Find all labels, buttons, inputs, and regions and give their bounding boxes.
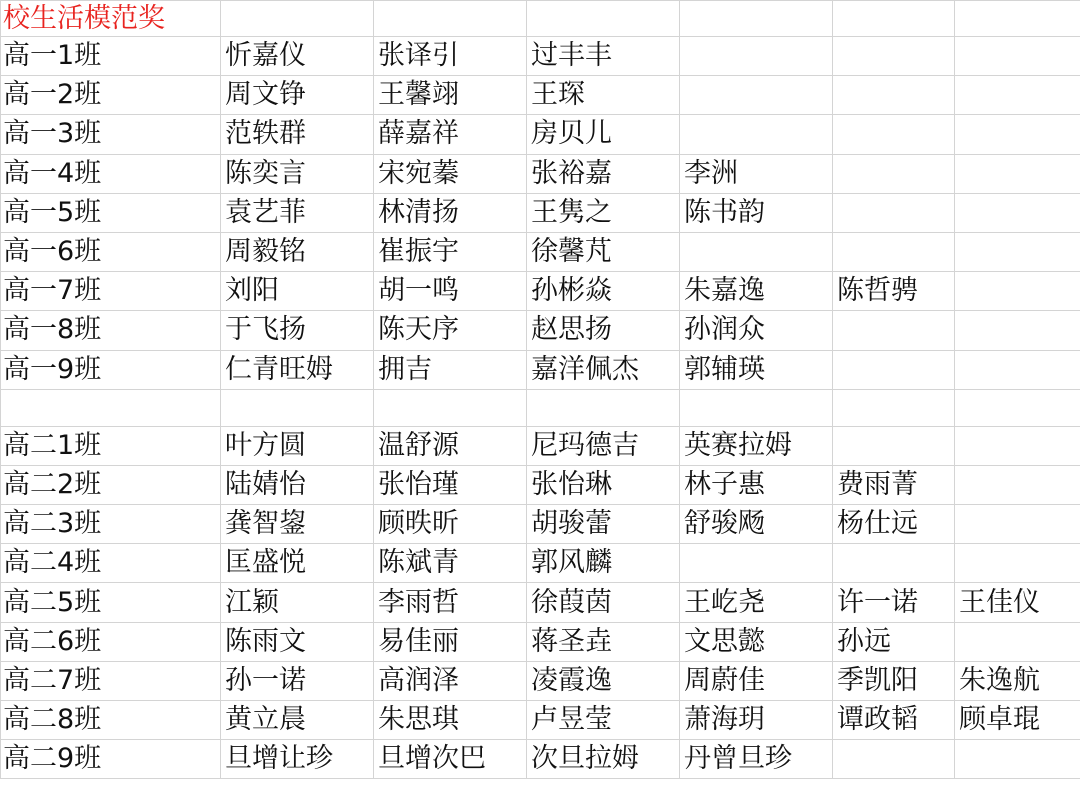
class-cell[interactable]: 高二5班	[1, 583, 221, 622]
student-cell[interactable]: 胡一鸣	[374, 272, 527, 311]
student-cell[interactable]: 旦增次巴	[374, 740, 527, 779]
student-cell[interactable]: 王佳仪	[955, 583, 1080, 622]
class-cell[interactable]: 高二4班	[1, 544, 221, 583]
student-cell[interactable]: 徐葭茵	[527, 583, 680, 622]
student-cell[interactable]: 周毅铭	[221, 232, 374, 271]
student-cell[interactable]	[955, 622, 1080, 661]
student-cell[interactable]	[833, 115, 955, 154]
table-body	[1, 1, 1080, 779]
student-cell[interactable]	[955, 544, 1080, 583]
class-cell[interactable]	[1, 389, 221, 426]
table-row	[1, 701, 1080, 740]
student-cell[interactable]	[955, 311, 1080, 350]
student-cell[interactable]	[955, 154, 1080, 193]
class-cell[interactable]: 高一6班	[1, 232, 221, 271]
blank-row	[1, 389, 1080, 426]
student-cell[interactable]: 袁艺菲	[221, 193, 374, 232]
student-cell[interactable]	[955, 350, 1080, 389]
student-cell[interactable]	[955, 389, 1080, 426]
student-cell[interactable]: 张怡瑾	[374, 465, 527, 504]
table-row	[1, 311, 1080, 350]
student-cell[interactable]	[833, 232, 955, 271]
student-cell[interactable]: 陆婧怡	[221, 465, 374, 504]
student-cell[interactable]: 季凯阳	[833, 661, 955, 700]
student-cell[interactable]: 陈奕言	[221, 154, 374, 193]
student-cell[interactable]: 陈天序	[374, 311, 527, 350]
student-cell[interactable]: 林清扬	[374, 193, 527, 232]
class-cell[interactable]: 高一9班	[1, 350, 221, 389]
student-cell[interactable]: 周文铮	[221, 76, 374, 115]
student-cell[interactable]: 高润泽	[374, 661, 527, 700]
class-cell[interactable]: 高二6班	[1, 622, 221, 661]
student-cell[interactable]: 次旦拉姆	[527, 740, 680, 779]
student-cell[interactable]	[680, 389, 833, 426]
class-cell[interactable]: 高二7班	[1, 661, 221, 700]
student-cell[interactable]	[955, 232, 1080, 271]
class-cell[interactable]: 高一1班	[1, 37, 221, 76]
table-row	[1, 193, 1080, 232]
student-cell[interactable]	[833, 154, 955, 193]
student-cell[interactable]	[374, 389, 527, 426]
student-cell[interactable]	[833, 350, 955, 389]
student-cell[interactable]: 郭辅瑛	[680, 350, 833, 389]
class-cell[interactable]: 高一5班	[1, 193, 221, 232]
table-row	[1, 465, 1080, 504]
student-cell[interactable]	[833, 193, 955, 232]
student-cell[interactable]	[955, 505, 1080, 544]
student-cell[interactable]: 龚智鋆	[221, 505, 374, 544]
table-row	[1, 740, 1080, 779]
table-row	[1, 544, 1080, 583]
student-cell[interactable]: 易佳丽	[374, 622, 527, 661]
table-row	[1, 232, 1080, 271]
student-cell[interactable]: 胡骏蕾	[527, 505, 680, 544]
student-cell[interactable]: 嘉洋佩杰	[527, 350, 680, 389]
cell[interactable]	[833, 1, 955, 37]
student-cell[interactable]: 顾卓琨	[955, 701, 1080, 740]
student-cell[interactable]: 黄立晨	[221, 701, 374, 740]
student-cell[interactable]: 江颖	[221, 583, 374, 622]
cell[interactable]	[374, 1, 527, 37]
student-cell[interactable]: 舒骏飏	[680, 505, 833, 544]
student-cell[interactable]: 王屹尧	[680, 583, 833, 622]
student-cell[interactable]: 薛嘉祥	[374, 115, 527, 154]
student-cell[interactable]: 蒋圣垚	[527, 622, 680, 661]
student-cell[interactable]: 萧海玥	[680, 701, 833, 740]
student-cell[interactable]: 王琛	[527, 76, 680, 115]
student-cell[interactable]: 陈雨文	[221, 622, 374, 661]
class-cell[interactable]: 高一4班	[1, 154, 221, 193]
student-cell[interactable]: 温舒源	[374, 426, 527, 465]
table-row	[1, 622, 1080, 661]
student-cell[interactable]: 张怡琳	[527, 465, 680, 504]
table-row	[1, 661, 1080, 700]
student-cell[interactable]: 叶方圆	[221, 426, 374, 465]
table-row	[1, 272, 1080, 311]
class-cell[interactable]: 高一8班	[1, 311, 221, 350]
table-row	[1, 426, 1080, 465]
student-cell[interactable]: 陈斌青	[374, 544, 527, 583]
student-cell[interactable]	[955, 76, 1080, 115]
student-cell[interactable]	[833, 76, 955, 115]
table-row	[1, 583, 1080, 622]
table-row	[1, 154, 1080, 193]
student-cell[interactable]: 房贝儿	[527, 115, 680, 154]
student-cell[interactable]: 忻嘉仪	[221, 37, 374, 76]
student-cell[interactable]: 凌霞逸	[527, 661, 680, 700]
student-cell[interactable]	[955, 426, 1080, 465]
student-cell[interactable]: 刘阳	[221, 272, 374, 311]
table-row	[1, 115, 1080, 154]
student-cell[interactable]: 朱嘉逸	[680, 272, 833, 311]
cell[interactable]	[955, 1, 1080, 37]
student-cell[interactable]: 孙远	[833, 622, 955, 661]
student-cell[interactable]: 杨仕远	[833, 505, 955, 544]
student-cell[interactable]: 匡盛悦	[221, 544, 374, 583]
student-cell[interactable]: 费雨菁	[833, 465, 955, 504]
table-row	[1, 37, 1080, 76]
student-cell[interactable]	[680, 76, 833, 115]
student-cell[interactable]: 范轶群	[221, 115, 374, 154]
student-cell[interactable]	[833, 544, 955, 583]
cell[interactable]	[527, 1, 680, 37]
student-cell[interactable]: 孙润众	[680, 311, 833, 350]
student-cell[interactable]: 陈哲骋	[833, 272, 955, 311]
class-cell[interactable]: 高二3班	[1, 505, 221, 544]
student-cell[interactable]: 尼玛德吉	[527, 426, 680, 465]
student-cell[interactable]: 顾昳昕	[374, 505, 527, 544]
student-cell[interactable]: 周蔚佳	[680, 661, 833, 700]
student-cell[interactable]: 张译引	[374, 37, 527, 76]
table-row	[1, 76, 1080, 115]
class-cell[interactable]: 高二8班	[1, 701, 221, 740]
student-cell[interactable]: 于飞扬	[221, 311, 374, 350]
student-cell[interactable]: 崔振宇	[374, 232, 527, 271]
student-cell[interactable]: 张裕嘉	[527, 154, 680, 193]
student-cell[interactable]: 旦增让珍	[221, 740, 374, 779]
student-cell[interactable]	[955, 115, 1080, 154]
student-cell[interactable]	[955, 272, 1080, 311]
student-cell[interactable]	[833, 426, 955, 465]
student-cell[interactable]: 许一诺	[833, 583, 955, 622]
student-cell[interactable]	[955, 740, 1080, 779]
student-cell[interactable]	[833, 740, 955, 779]
student-cell[interactable]: 卢昱莹	[527, 701, 680, 740]
class-cell[interactable]: 高一3班	[1, 115, 221, 154]
student-cell[interactable]: 过丰丰	[527, 37, 680, 76]
student-cell[interactable]: 孙一诺	[221, 661, 374, 700]
student-cell[interactable]: 文思懿	[680, 622, 833, 661]
student-cell[interactable]: 拥吉	[374, 350, 527, 389]
student-cell[interactable]	[680, 115, 833, 154]
student-cell[interactable]: 朱逸航	[955, 661, 1080, 700]
student-cell[interactable]: 陈书韵	[680, 193, 833, 232]
class-cell[interactable]: 高二2班	[1, 465, 221, 504]
class-cell[interactable]: 高一7班	[1, 272, 221, 311]
cell[interactable]	[221, 1, 374, 37]
student-cell[interactable]	[955, 37, 1080, 76]
student-cell[interactable]: 王馨翊	[374, 76, 527, 115]
sheet-title[interactable]: 校生活模范奖	[1, 1, 221, 37]
student-cell[interactable]	[680, 232, 833, 271]
student-cell[interactable]: 王隽之	[527, 193, 680, 232]
class-cell[interactable]: 高一2班	[1, 76, 221, 115]
class-cell[interactable]: 高二9班	[1, 740, 221, 779]
student-cell[interactable]: 谭政韬	[833, 701, 955, 740]
student-cell[interactable]: 徐馨芃	[527, 232, 680, 271]
student-cell[interactable]	[955, 465, 1080, 504]
student-cell[interactable]: 林子惠	[680, 465, 833, 504]
student-cell[interactable]: 宋宛蓁	[374, 154, 527, 193]
student-cell[interactable]	[680, 37, 833, 76]
student-cell[interactable]	[955, 193, 1080, 232]
student-cell[interactable]	[680, 544, 833, 583]
student-cell[interactable]: 郭风麟	[527, 544, 680, 583]
cell[interactable]	[680, 1, 833, 37]
student-cell[interactable]: 丹曾旦珍	[680, 740, 833, 779]
title-row	[1, 1, 1080, 37]
student-cell[interactable]	[833, 311, 955, 350]
table-row	[1, 505, 1080, 544]
class-cell[interactable]: 高二1班	[1, 426, 221, 465]
student-cell[interactable]: 英赛拉姆	[680, 426, 833, 465]
student-cell[interactable]	[221, 389, 374, 426]
student-cell[interactable]: 孙彬焱	[527, 272, 680, 311]
student-cell[interactable]: 赵思扬	[527, 311, 680, 350]
student-cell[interactable]	[833, 37, 955, 76]
student-cell[interactable]: 仁青旺姆	[221, 350, 374, 389]
student-cell[interactable]: 李雨哲	[374, 583, 527, 622]
student-cell[interactable]: 李洲	[680, 154, 833, 193]
table-row	[1, 350, 1080, 389]
student-cell[interactable]	[527, 389, 680, 426]
student-cell[interactable]: 朱思琪	[374, 701, 527, 740]
student-cell[interactable]	[833, 389, 955, 426]
